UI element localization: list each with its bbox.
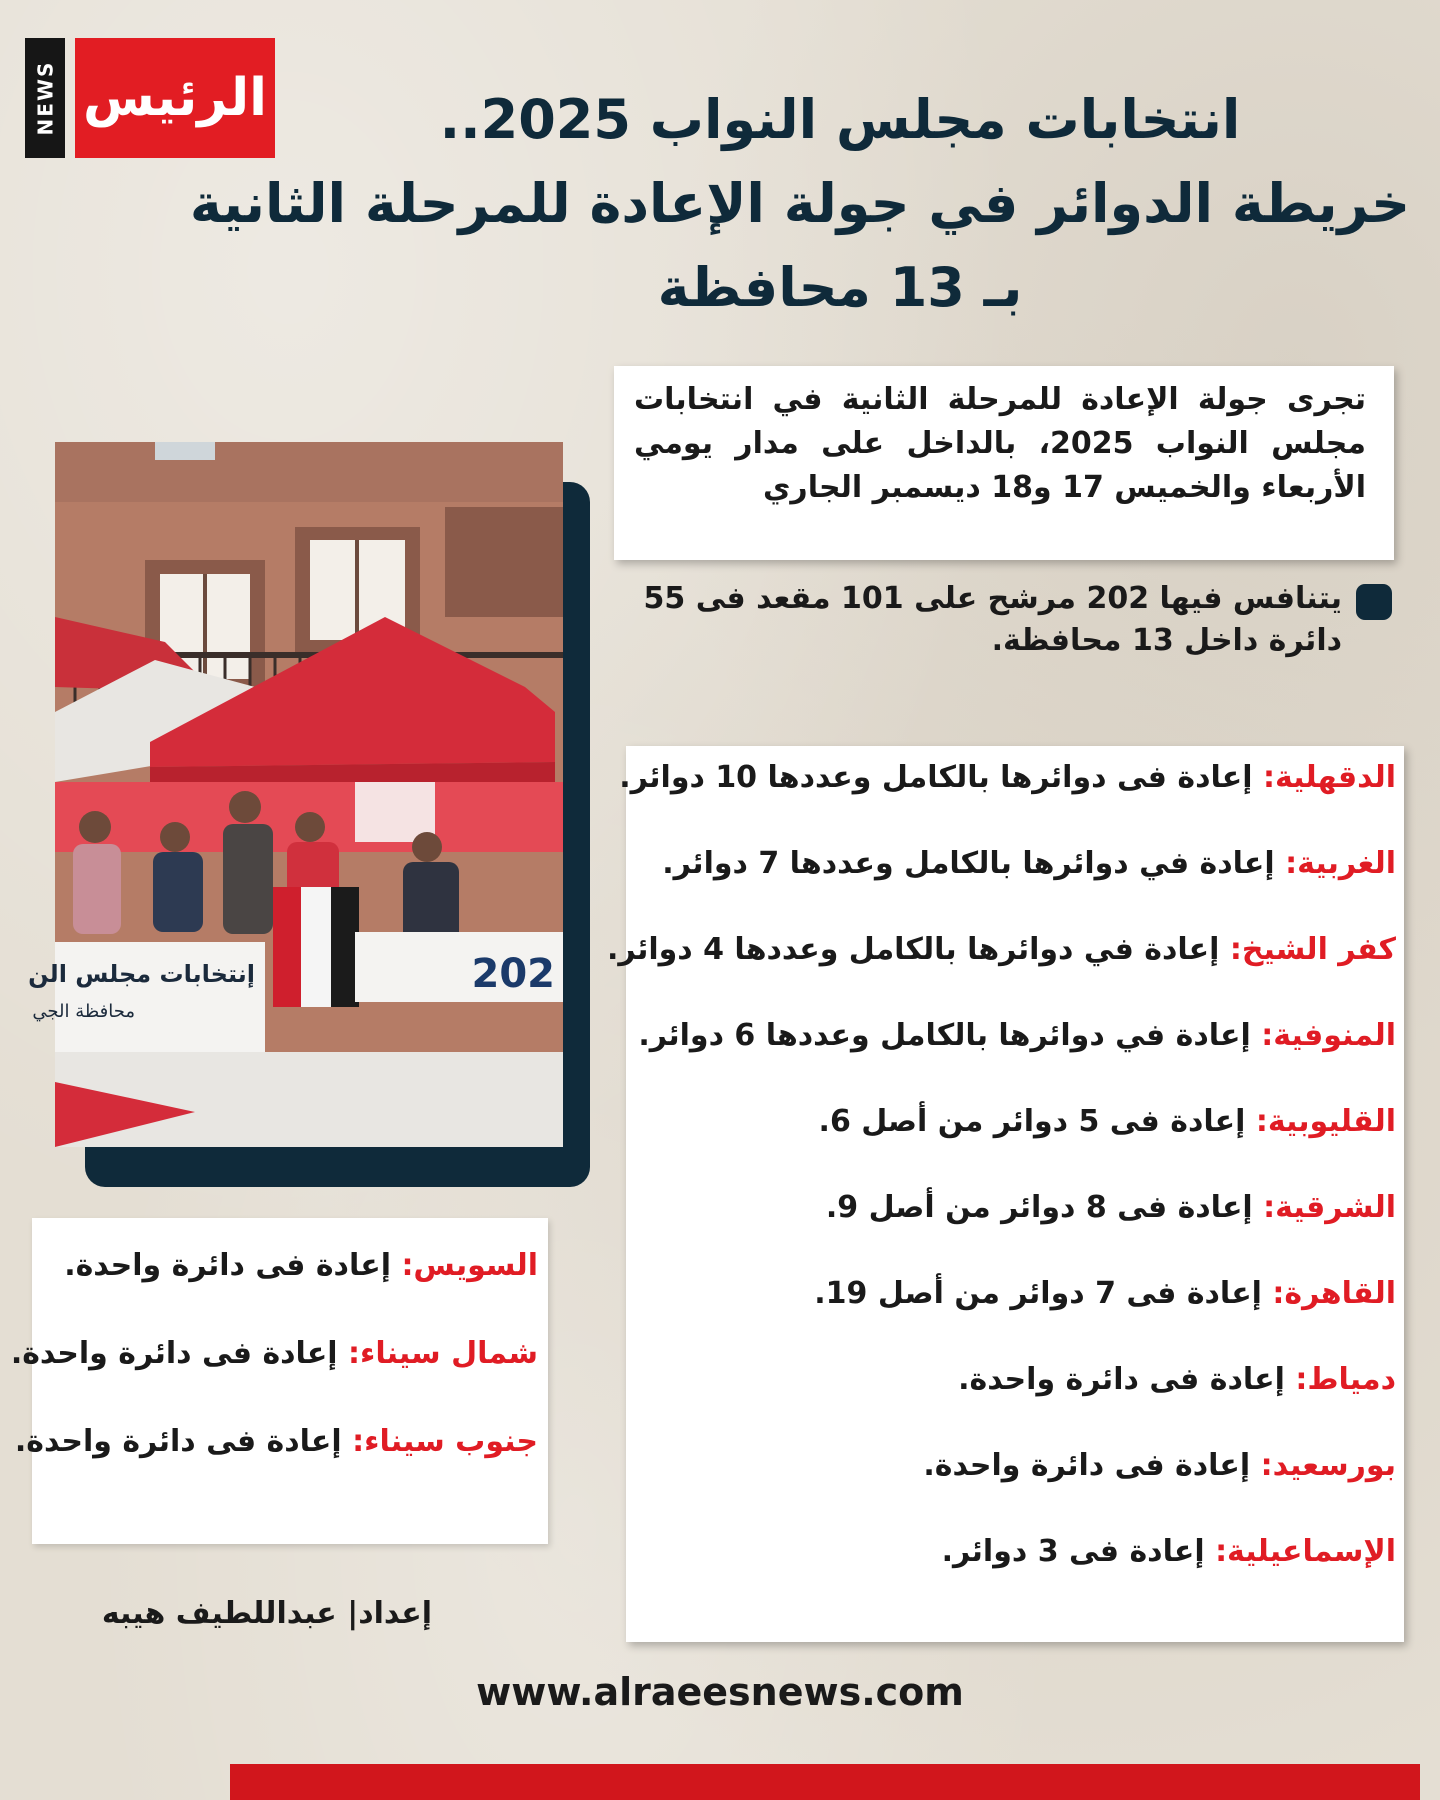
- polling-station-photo: [28, 442, 563, 1147]
- logo-news-tag: [25, 38, 65, 158]
- title-line-2: خريطة الدوائر في جولة الإعادة للمرحلة الثانية: [189, 172, 1410, 235]
- list-item: [626, 1190, 1404, 1225]
- governorate-detail: إعادة فى دائرة واحدة.: [14, 1424, 353, 1459]
- list-item: [14, 1424, 548, 1459]
- governorate-name: المنوفية:: [1261, 1018, 1396, 1053]
- governorate-name: جنوب سيناء:: [352, 1424, 538, 1459]
- list-item: [626, 1018, 1404, 1053]
- summary-text: يتنافس فيها 202 مرشح على 101 مقعد فى 55 دائرة داخل 13 محافظة.: [643, 581, 1342, 658]
- summary-bullet: [592, 578, 1392, 662]
- photo-banner-year: 202: [471, 951, 555, 997]
- page-title: [189, 78, 1410, 330]
- title-line-1: انتخابات مجلس النواب 2025..: [439, 88, 1241, 151]
- logo-brand-text: الرئيس: [83, 68, 267, 128]
- governorate-name: دمياط:: [1295, 1362, 1396, 1397]
- list-item: [619, 760, 1404, 795]
- governorate-name: القليوبية:: [1255, 1104, 1396, 1139]
- list-item: [32, 1248, 548, 1283]
- intro-box: [614, 366, 1394, 560]
- governorate-name: الغربية:: [1285, 846, 1396, 881]
- governorate-detail: إعادة فى دوائرها بالكامل وعددها 10 دوائر.: [619, 760, 1263, 795]
- intro-text: تجرى جولة الإعادة للمرحلة الثانية في انتخابات مجلس النواب 2025، بالداخل على مدار يومي الأربعاء والخميس 17 و18 ديسمبر الجاري: [634, 382, 1366, 505]
- photo-frame: [28, 442, 590, 1187]
- list-item: [626, 1534, 1404, 1569]
- governorate-detail: إعادة فى 7 دوائر من أصل 19.: [814, 1276, 1273, 1311]
- governorate-detail: إعادة فى 3 دوائر.: [941, 1534, 1216, 1569]
- governorate-name: الإسماعيلية:: [1215, 1534, 1396, 1569]
- bottom-accent-bar: [230, 1764, 1420, 1800]
- governorate-name: بورسعيد:: [1260, 1448, 1396, 1483]
- list-item: [626, 1448, 1404, 1483]
- governorate-detail: إعادة فى دائرة واحدة.: [64, 1248, 402, 1283]
- governorate-name: الدقهلية:: [1262, 760, 1396, 795]
- list-item: [607, 932, 1404, 967]
- governorate-name: القاهرة:: [1272, 1276, 1396, 1311]
- logo-brand-block: [75, 38, 275, 158]
- list-item: [626, 1362, 1404, 1397]
- author-credit: إعداد| عبداللطيف هيبه: [101, 1596, 432, 1631]
- title-line-3: بـ 13 محافظة: [657, 256, 1023, 319]
- governorate-detail: إعادة فى 8 دوائر من أصل 9.: [825, 1190, 1264, 1225]
- governorate-detail: إعادة في دوائرها بالكامل وعددها 6 دوائر.: [638, 1018, 1262, 1053]
- list-item: [626, 1104, 1404, 1139]
- governorates-card: [607, 746, 1404, 1642]
- governorate-detail: إعادة فى 5 دوائر من أصل 6.: [818, 1104, 1256, 1139]
- governorate-name: الشرقية:: [1263, 1190, 1396, 1225]
- governorate-name: شمال سيناء:: [348, 1336, 538, 1371]
- governorate-name: كفر الشيخ:: [1229, 932, 1396, 967]
- list-item: [10, 1336, 548, 1371]
- logo-news-text: NEWS: [33, 60, 57, 136]
- governorate-detail: إعادة فى دائرة واحدة.: [958, 1362, 1296, 1397]
- photo-banner-subtext: محافظة الجي: [32, 1001, 135, 1022]
- list-item: [626, 846, 1404, 881]
- list-item: [626, 1276, 1404, 1311]
- bullet-marker-icon: [1356, 584, 1392, 620]
- governorate-name: السويس:: [401, 1248, 538, 1283]
- governorate-detail: إعادة فى دائرة واحدة.: [10, 1336, 349, 1371]
- secondary-governorates-card: [10, 1218, 548, 1544]
- photo-banner-text: إنتخابات مجلس الن: [28, 960, 255, 988]
- website-link[interactable]: www.alraeesnews.com: [476, 1670, 964, 1714]
- brand-logo[interactable]: [25, 38, 275, 158]
- governorate-detail: إعادة في دوائرها بالكامل وعددها 4 دوائر.: [607, 932, 1230, 967]
- governorate-detail: إعادة فى دائرة واحدة.: [923, 1448, 1261, 1483]
- governorate-detail: إعادة في دوائرها بالكامل وعددها 7 دوائر.: [662, 846, 1286, 881]
